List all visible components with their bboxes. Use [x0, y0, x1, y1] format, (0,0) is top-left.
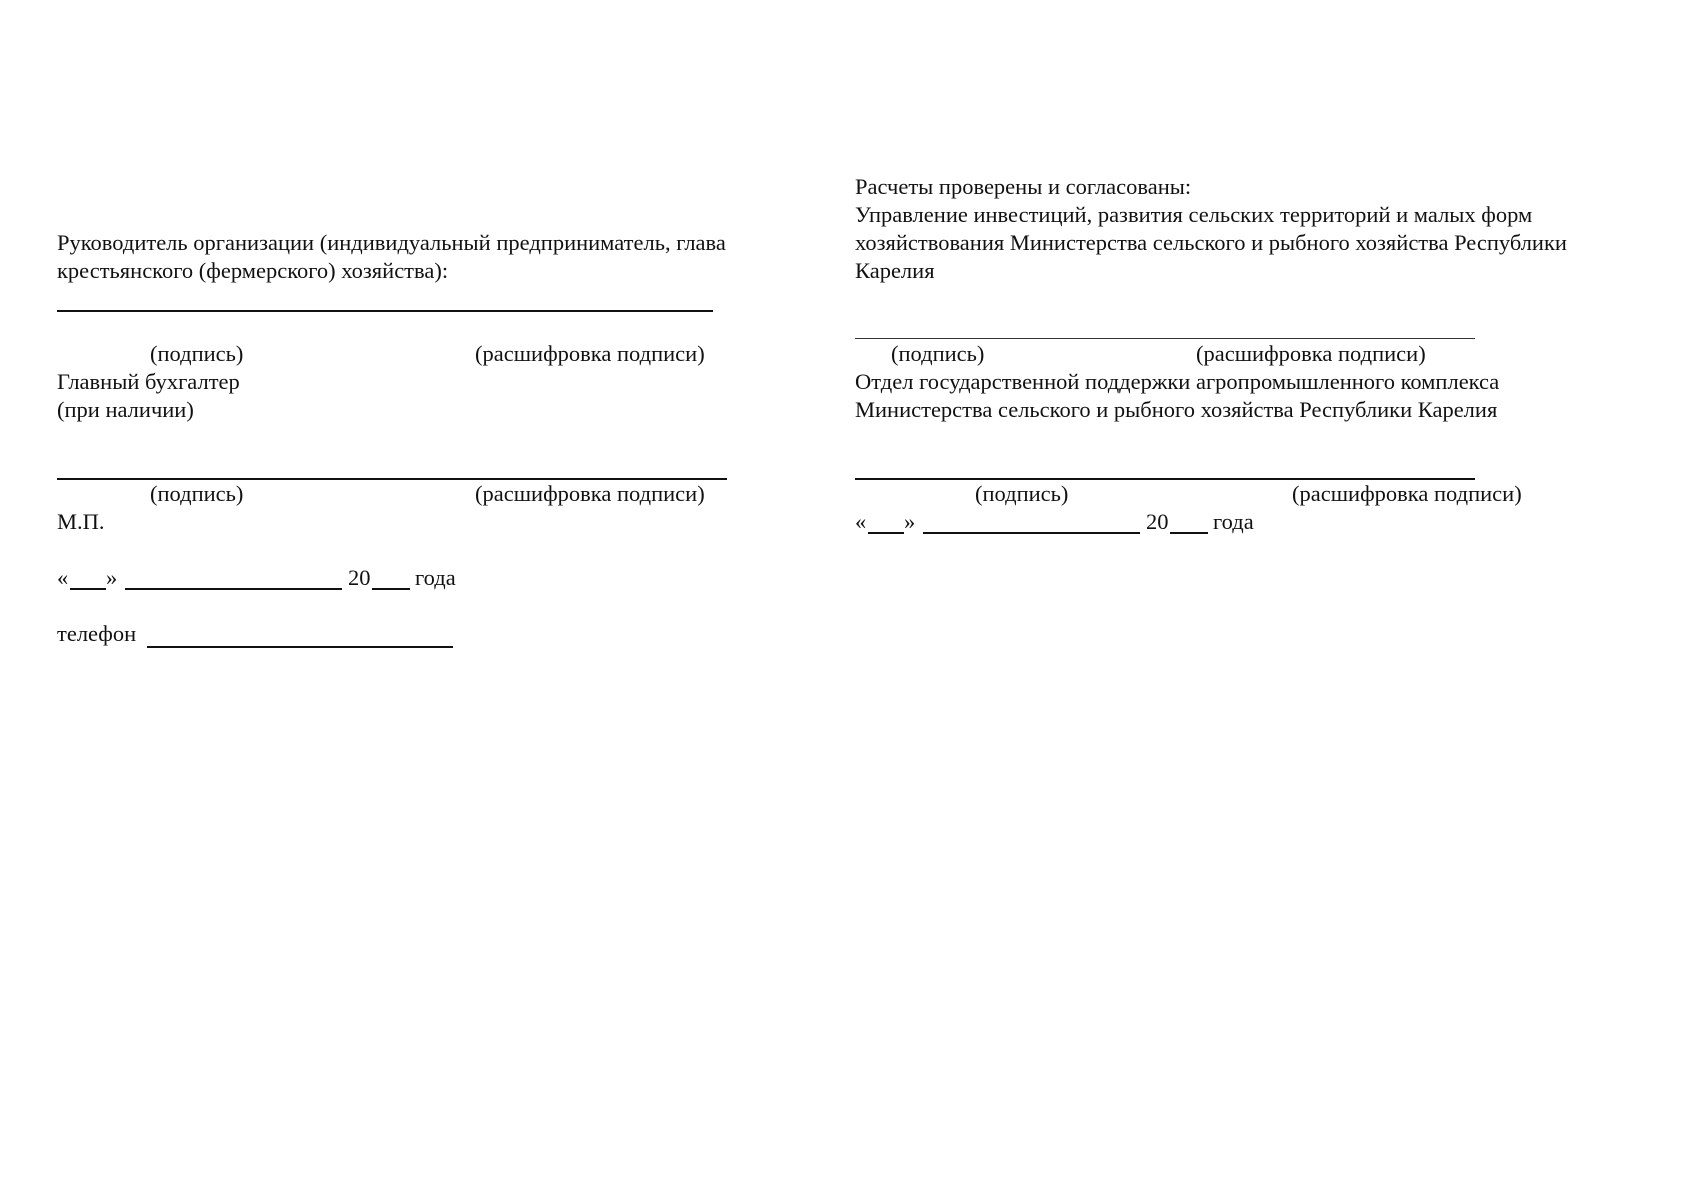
head-sign-caption: (подпись): [150, 341, 244, 366]
date-year-field[interactable]: [372, 588, 410, 590]
accountant-note: (при наличии): [57, 397, 194, 422]
head-decode-caption: (расшифровка подписи): [475, 341, 705, 366]
date-month-field[interactable]: [125, 588, 342, 590]
head-title-line-1: Руководитель организации (индивидуальный предприниматель, глава: [57, 230, 726, 255]
phone-label: телефон: [57, 621, 137, 646]
date-year-suffix: года: [415, 565, 456, 590]
dept2-decode-caption: (расшифровка подписи): [1292, 481, 1522, 506]
stamp-place-label: М.П.: [57, 509, 105, 534]
date-close-quote: »: [904, 509, 916, 534]
date-open-quote: «: [57, 565, 69, 590]
phone-field[interactable]: [147, 646, 453, 648]
dept1-decode-caption: (расшифровка подписи): [1196, 341, 1426, 366]
dept1-line-1: Управление инвестиций, развития сельских территорий и малых форм: [855, 202, 1533, 227]
dept1-sign-caption: (подпись): [891, 341, 985, 366]
date-day-field[interactable]: [868, 532, 904, 534]
dept1-line-2: хозяйствования Министерства сельского и рыбного хозяйства Республики: [855, 230, 1567, 255]
dept2-line-2: Министерства сельского и рыбного хозяйства Республики Карелия: [855, 397, 1498, 422]
accountant-sign-caption: (подпись): [150, 481, 244, 506]
date-year-field[interactable]: [1170, 532, 1208, 534]
dept1-line-3: Карелия: [855, 258, 935, 283]
accountant-title: Главный бухгалтер: [57, 369, 240, 394]
dept2-sign-caption: (подпись): [975, 481, 1069, 506]
date-year-suffix: года: [1213, 509, 1254, 534]
date-month-field[interactable]: [923, 532, 1140, 534]
dept1-signature-line[interactable]: [855, 338, 1475, 339]
dept2-line-1: Отдел государственной поддержки агропромышленного комплекса: [855, 369, 1500, 394]
accountant-decode-caption: (расшифровка подписи): [475, 481, 705, 506]
date-year-prefix: 20: [348, 565, 371, 590]
checked-title: Расчеты проверены и согласованы:: [855, 174, 1192, 199]
date-open-quote: «: [855, 509, 867, 534]
date-year-prefix: 20: [1146, 509, 1169, 534]
head-signature-line[interactable]: [57, 310, 713, 312]
date-day-field[interactable]: [70, 588, 106, 590]
date-close-quote: »: [106, 565, 118, 590]
head-title-line-2: крестьянского (фермерского) хозяйства):: [57, 258, 449, 283]
